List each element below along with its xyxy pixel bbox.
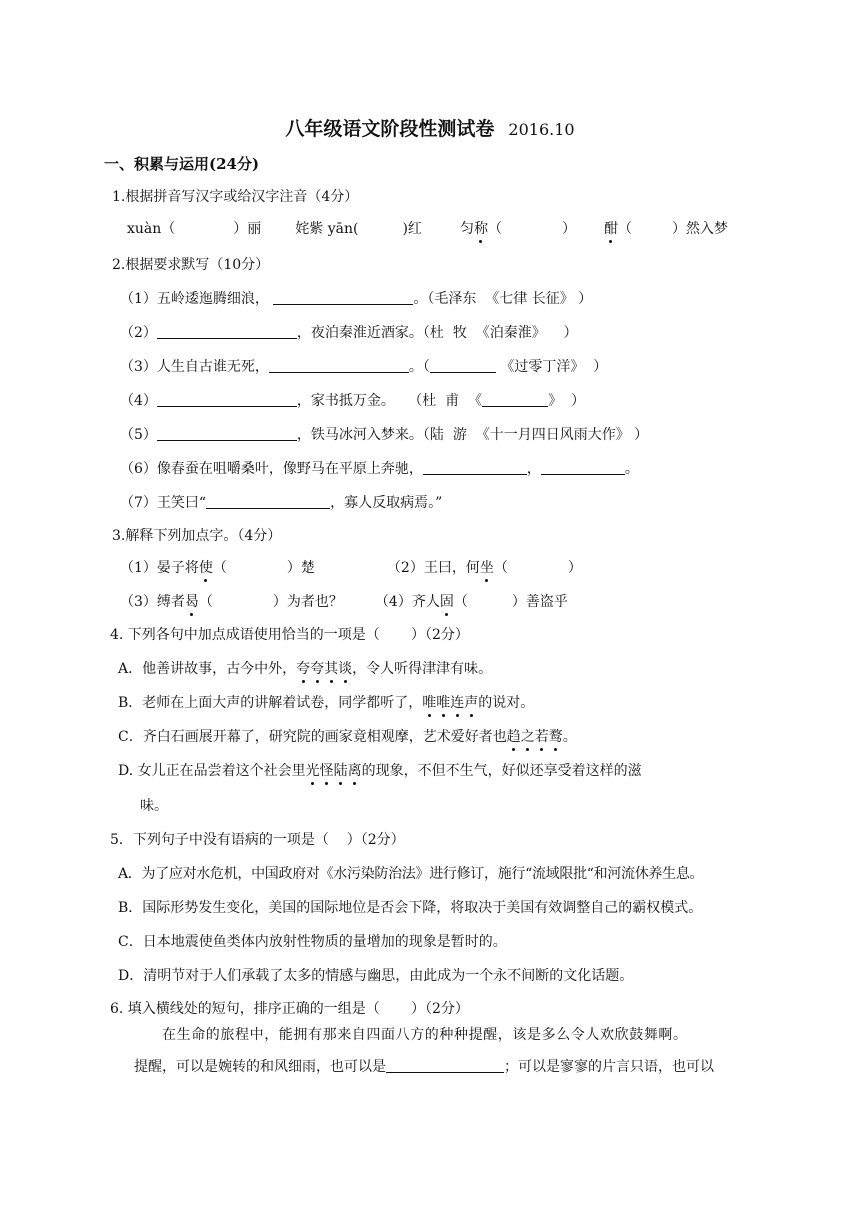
paren-close: ） bbox=[567, 560, 582, 576]
dotted-char: 称 bbox=[473, 221, 488, 237]
dotted-idiom bbox=[422, 695, 478, 711]
answer-blank[interactable] bbox=[430, 358, 496, 373]
dotted-char: 其 bbox=[324, 661, 339, 677]
text: （1）五岭逶迤腾细浪， bbox=[120, 291, 269, 307]
question-5-stem: 5．下列句子中没有语病的一项是（ ）（2分） bbox=[110, 832, 405, 848]
section-heading: 一、积累与运用(24分) bbox=[104, 155, 260, 173]
text: 。（毛泽东 《七律 长征》 ） bbox=[413, 291, 593, 307]
q5-option-d: D．清明节对于人们承载了太多的情感与幽思，由此成为一个永不间断的文化话题。 bbox=[118, 968, 634, 984]
text: B．老师在上面大声的讲解着试卷，同学都听了， bbox=[118, 695, 423, 711]
q1-item-2: 姹紫 yān( bbox=[295, 221, 359, 237]
dotted-char: 怪 bbox=[319, 763, 334, 779]
dotted-char: 离 bbox=[347, 763, 362, 779]
text: ，令人听得津津有味。 bbox=[352, 661, 493, 677]
q1-item-4-end: ）然入梦 bbox=[671, 221, 728, 237]
dotted-char: 声 bbox=[464, 695, 479, 711]
text: （4） bbox=[120, 393, 157, 409]
q1-item-2-end: )红 bbox=[402, 221, 422, 237]
question-1-items bbox=[127, 219, 728, 239]
dotted-char: 光 bbox=[305, 763, 320, 779]
paren-open: （ bbox=[198, 594, 213, 610]
text: 》 ） bbox=[548, 393, 585, 409]
text: 。（ bbox=[408, 359, 430, 375]
q3-row-2 bbox=[120, 592, 568, 612]
page-title bbox=[0, 114, 860, 141]
dotted-char: 使 bbox=[198, 560, 213, 576]
dotted-char: 之 bbox=[520, 729, 535, 745]
paren-open: （ bbox=[453, 594, 468, 610]
text: （4）齐人 bbox=[374, 594, 440, 610]
answer-blank[interactable] bbox=[541, 460, 625, 475]
answer-blank[interactable] bbox=[206, 494, 330, 509]
dotted-char: 固 bbox=[439, 594, 454, 610]
answer-blank[interactable] bbox=[157, 392, 297, 407]
text: （2）王曰，何 bbox=[386, 560, 480, 576]
text: 《过零丁洋》 ） bbox=[495, 359, 608, 375]
dotted-char: 夸 bbox=[296, 661, 311, 677]
text: （5） bbox=[120, 427, 157, 443]
dotted-char: 酣 bbox=[603, 221, 618, 237]
text: （6）像春蚕在咀嚼桑叶，像野马在平原上奔驰， bbox=[120, 461, 423, 477]
answer-blank[interactable] bbox=[482, 392, 548, 407]
paren-open: （ bbox=[493, 560, 508, 576]
dotted-char: 陆 bbox=[333, 763, 348, 779]
text: ；可以是寥寥的片言只语，也可以 bbox=[504, 1059, 714, 1075]
text: D. 女儿正在品尝着这个社会里 bbox=[118, 763, 306, 779]
q2-line-1 bbox=[120, 289, 592, 309]
dotted-char: 鹜 bbox=[548, 729, 563, 745]
dotted-char: 夸 bbox=[310, 661, 325, 677]
text: A．他善讲故事，古今中外， bbox=[118, 661, 297, 677]
paren-open: （ bbox=[487, 221, 502, 237]
paren-open: （ bbox=[212, 560, 227, 576]
question-4-stem: 4. 下列各句中加点成语使用恰当的一项是（ ）（2分） bbox=[110, 627, 469, 643]
q2-line-4 bbox=[120, 391, 585, 411]
q4-option-c bbox=[118, 727, 577, 747]
q2-line-2 bbox=[120, 323, 578, 343]
q1-item-1-end: ）丽 bbox=[233, 221, 262, 237]
text: 的现象，不但不生气，好似还享受着这样的滋 bbox=[361, 763, 642, 779]
dotted-char: 坐 bbox=[479, 560, 494, 576]
q2-line-5 bbox=[120, 425, 648, 445]
text: （3）人生自古谁无死， bbox=[120, 359, 269, 375]
q3-row-1 bbox=[120, 558, 582, 578]
q5-option-a: A．为了应对水危机，中国政府对《水污染防治法》进行修订，施行“流域限批“和河流休养生息。 bbox=[118, 866, 704, 882]
q2-line-6 bbox=[120, 459, 639, 479]
paren-close: ） bbox=[561, 221, 576, 237]
text: ，夜泊秦淮近酒家。（杜 牧 《泊秦淮》 ） bbox=[296, 325, 578, 341]
text: （1）晏子将 bbox=[120, 560, 199, 576]
question-3-stem: 3.解释下列加点字。（4分） bbox=[112, 528, 282, 544]
answer-blank[interactable] bbox=[273, 290, 413, 305]
answer-blank[interactable] bbox=[157, 324, 297, 339]
q4-option-b bbox=[118, 693, 534, 713]
question-1-stem: 1.根据拼音写汉字或给汉字注音（4分） bbox=[112, 189, 359, 205]
title-text: 八年级语文阶段性测试卷 bbox=[285, 118, 495, 140]
dotted-char: 连 bbox=[450, 695, 465, 711]
paren-open: （ bbox=[617, 221, 632, 237]
q2-line-7 bbox=[120, 493, 442, 513]
text: （3）缚者 bbox=[120, 594, 185, 610]
text: 。 bbox=[562, 729, 577, 745]
text: ，寡人反取病焉。” bbox=[330, 495, 443, 511]
q4-option-d bbox=[118, 761, 642, 781]
q5-option-c: C．日本地震使鱼类体内放射性物质的量增加的现象是暂时的。 bbox=[118, 934, 507, 950]
dotted-idiom bbox=[507, 729, 563, 745]
q4-option-a bbox=[118, 659, 492, 679]
answer-blank[interactable] bbox=[157, 426, 297, 441]
text: ， bbox=[526, 461, 541, 477]
dotted-idiom bbox=[306, 763, 362, 779]
answer-blank[interactable] bbox=[269, 358, 409, 373]
text: ，家书抵万金。 （杜 甫 《 bbox=[296, 393, 483, 409]
text: （7）王笑曰“ bbox=[120, 495, 207, 511]
question-2-stem: 2.根据要求默写（10分） bbox=[112, 257, 270, 273]
dotted-char: 唯 bbox=[422, 695, 437, 711]
answer-blank[interactable] bbox=[386, 1058, 504, 1073]
text: 。 bbox=[624, 461, 639, 477]
exam-date: 2016.10 bbox=[508, 120, 575, 139]
dotted-char: 曷 bbox=[184, 594, 199, 610]
text: 提醒，可以是婉转的和风细雨，也可以是 bbox=[134, 1059, 386, 1075]
dotted-char: 唯 bbox=[436, 695, 451, 711]
dotted-char: 若 bbox=[534, 729, 549, 745]
q5-option-b: B．国际形势发生变化，美国的国际地位是否会下降，将取决于美国有效调整自己的霸权模式。 bbox=[118, 900, 703, 916]
text: （2） bbox=[120, 325, 157, 341]
text: ）楚 bbox=[286, 560, 315, 576]
dotted-char: 趋 bbox=[506, 729, 521, 745]
text: ，铁马冰河入梦来。（陆 游 《十一月四日风雨大作》 ） bbox=[296, 427, 649, 443]
text: ）为者也？ bbox=[272, 594, 343, 610]
question-6-stem: 6. 填入横线处的短句，排序正确的一组是（ ）（2分） bbox=[110, 1001, 469, 1017]
q1-item-3: 匀 bbox=[459, 221, 474, 237]
q1-item-1: xuàn（ bbox=[127, 221, 176, 237]
q6-passage-2 bbox=[134, 1057, 714, 1077]
text: ）善盗乎 bbox=[511, 594, 568, 610]
dotted-idiom bbox=[296, 661, 352, 677]
dotted-char: 谈 bbox=[338, 661, 353, 677]
text: C．齐白石画展开幕了，研究院的画家竟相观摩，艺术爱好者也 bbox=[118, 729, 507, 745]
text: 的说对。 bbox=[478, 695, 535, 711]
q4-option-d-cont: 味。 bbox=[140, 798, 168, 814]
q2-line-3 bbox=[120, 357, 607, 377]
q6-passage-1: 在生命的旅程中，能拥有那来自四面八方的种种提醒，该是多么令人欢欣鼓舞啊。 bbox=[162, 1027, 688, 1043]
answer-blank[interactable] bbox=[423, 460, 527, 475]
